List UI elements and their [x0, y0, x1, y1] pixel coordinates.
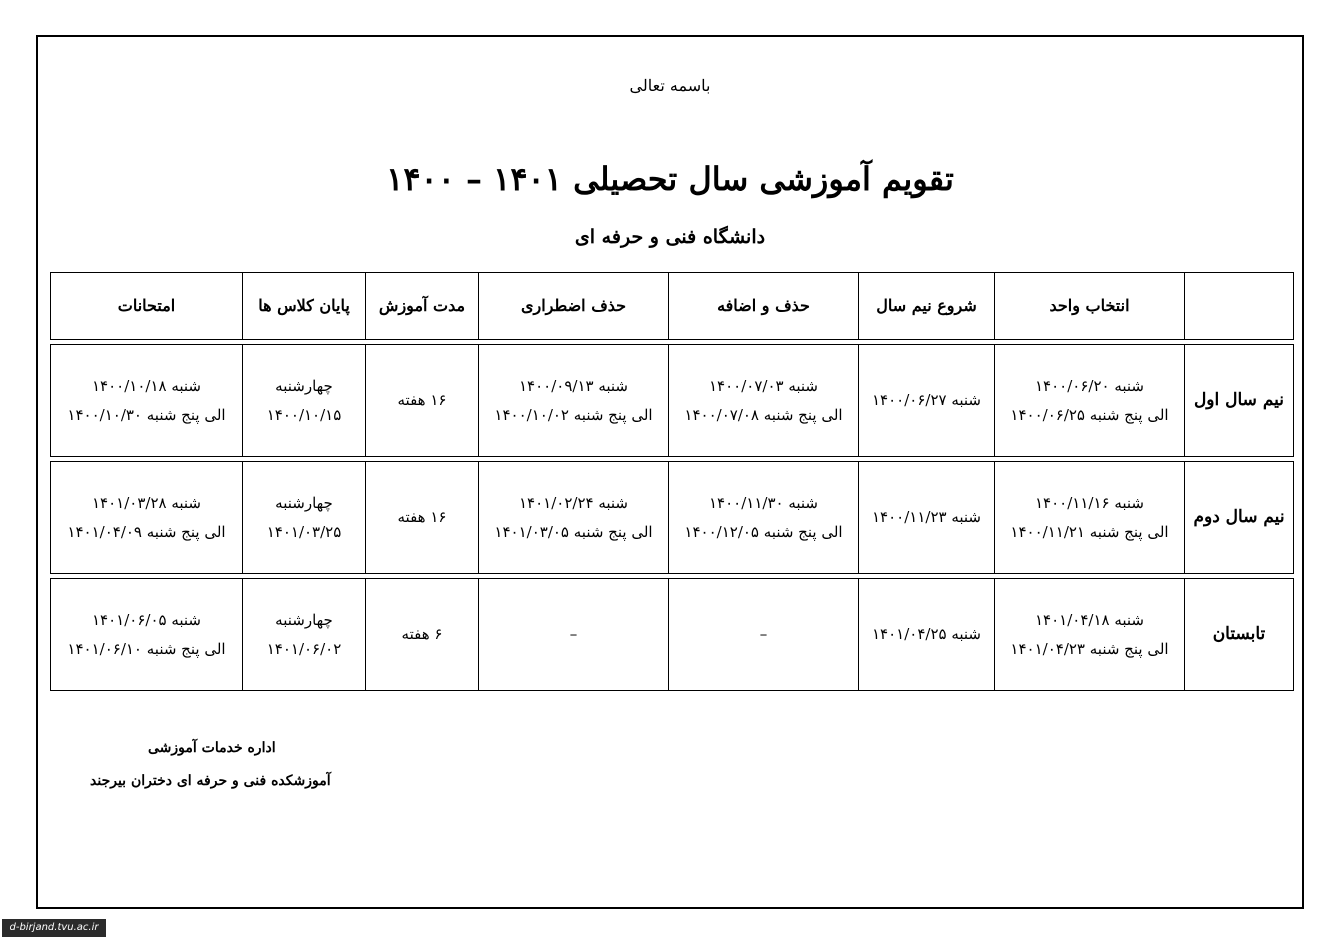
cell-line: ۱۶ هفته: [397, 508, 447, 527]
cell-line: چهارشنبه: [275, 377, 333, 395]
cell-line: شنبه ۱۴۰۱/۰۶/۰۵: [92, 611, 201, 629]
table-cell: [478, 578, 668, 691]
footer-office-name: اداره خدمات آموزشی: [148, 740, 276, 756]
column-header: انتخاب واحد: [994, 272, 1184, 340]
table-cell: [365, 461, 478, 574]
column-header: امتحانات: [50, 272, 242, 340]
cell-line: شنبه ۱۴۰۰/۱۱/۲۳: [872, 508, 981, 527]
table-cell: [858, 578, 994, 691]
table-cell: [994, 461, 1184, 574]
row-label: نیم سال دوم: [1184, 461, 1294, 574]
table-cell: [478, 344, 668, 457]
cell-line: ۶ هفته: [401, 625, 443, 644]
table-cell: [858, 461, 994, 574]
cell-line: شنبه ۱۴۰۰/۱۱/۱۶: [1035, 494, 1144, 512]
cell-line: شنبه ۱۴۰۰/۰۹/۱۳: [519, 377, 628, 395]
cell-line: الی پنج شنبه ۱۴۰۰/۰۶/۲۵: [1010, 405, 1169, 424]
table-cell: [50, 578, 242, 691]
table-cell: [365, 578, 478, 691]
column-header: پایان کلاس ها: [242, 272, 365, 340]
row-label: نیم سال اول: [1184, 344, 1294, 457]
cell-line: چهارشنبه: [275, 611, 333, 629]
table-cell: [242, 461, 365, 574]
cell-line: چهارشنبه: [275, 494, 333, 512]
row-label: تابستان: [1184, 578, 1294, 691]
table-cell: [50, 344, 242, 457]
cell-line: شنبه ۱۴۰۱/۰۴/۲۵: [872, 625, 981, 644]
page-subtitle: دانشگاه فنی و حرفه ای: [574, 226, 766, 248]
cell-line: شنبه ۱۴۰۱/۰۴/۱۸: [1035, 611, 1144, 629]
footer-institution-name: آموزشکده فنی و حرفه ای دختران بیرجند: [90, 773, 331, 789]
calendar-table-wrap: [50, 272, 1294, 695]
column-header: شروع نیم سال: [858, 272, 994, 340]
table-cell: [242, 578, 365, 691]
basmala-heading: باسمه تعالی: [629, 76, 711, 95]
cell-line: شنبه ۱۴۰۰/۱۰/۱۸: [92, 377, 201, 395]
page-title: تقویم آموزشی سال تحصیلی ۱۴۰۱ – ۱۴۰۰: [386, 160, 954, 198]
cell-line: الی پنج شنبه ۱۴۰۰/۱۱/۲۱: [1010, 522, 1169, 541]
cell-line: الی پنج شنبه ۱۴۰۰/۰۷/۰۸: [684, 405, 843, 424]
academic-calendar-table: [50, 268, 1294, 695]
cell-line: ۱۴۰۱/۰۶/۰۲: [266, 639, 342, 658]
cell-line: الی پنج شنبه ۱۴۰۱/۰۳/۰۵: [494, 522, 653, 541]
cell-line: الی پنج شنبه ۱۴۰۰/۱۰/۰۲: [494, 405, 653, 424]
table-cell: [50, 461, 242, 574]
table-row: [50, 461, 1294, 574]
cell-line: الی پنج شنبه ۱۴۰۰/۱۲/۰۵: [684, 522, 843, 541]
column-header: مدت آموزش: [365, 272, 478, 340]
cell-line: الی پنج شنبه ۱۴۰۱/۰۴/۲۳: [1010, 639, 1169, 658]
cell-line: شنبه ۱۴۰۰/۰۷/۰۳: [709, 377, 818, 395]
table-cell: [668, 344, 858, 457]
table-cell: [478, 461, 668, 574]
table-row: [50, 578, 1294, 691]
cell-line: –: [759, 625, 768, 644]
column-header: حذف و اضافه: [668, 272, 858, 340]
table-cell: [668, 461, 858, 574]
cell-line: ۱۴۰۱/۰۳/۲۵: [266, 522, 342, 541]
cell-line: الی پنج شنبه ۱۴۰۰/۱۰/۳۰: [67, 405, 226, 424]
cell-line: شنبه ۱۴۰۰/۰۶/۲۷: [872, 391, 981, 410]
table-cell: [994, 344, 1184, 457]
cell-line: شنبه ۱۴۰۱/۰۳/۲۸: [92, 494, 201, 512]
column-header: [1184, 272, 1294, 340]
cell-line: ۱۴۰۰/۱۰/۱۵: [266, 405, 342, 424]
column-header: حذف اضطراری: [478, 272, 668, 340]
table-cell: [994, 578, 1184, 691]
cell-line: شنبه ۱۴۰۰/۱۱/۳۰: [709, 494, 818, 512]
table-cell: [365, 344, 478, 457]
cell-line: ۱۶ هفته: [397, 391, 447, 410]
site-watermark: d-birjand.tvu.ac.ir: [2, 919, 106, 937]
cell-line: شنبه ۱۴۰۰/۰۶/۲۰: [1035, 377, 1144, 395]
cell-line: شنبه ۱۴۰۱/۰۲/۲۴: [519, 494, 628, 512]
cell-line: الی پنج شنبه ۱۴۰۱/۰۶/۱۰: [67, 639, 226, 658]
table-cell: [668, 578, 858, 691]
table-row: [50, 344, 1294, 457]
table-header-row: [50, 272, 1294, 340]
table-cell: [242, 344, 365, 457]
table-cell: [858, 344, 994, 457]
cell-line: –: [569, 625, 578, 644]
cell-line: الی پنج شنبه ۱۴۰۱/۰۴/۰۹: [67, 522, 226, 541]
